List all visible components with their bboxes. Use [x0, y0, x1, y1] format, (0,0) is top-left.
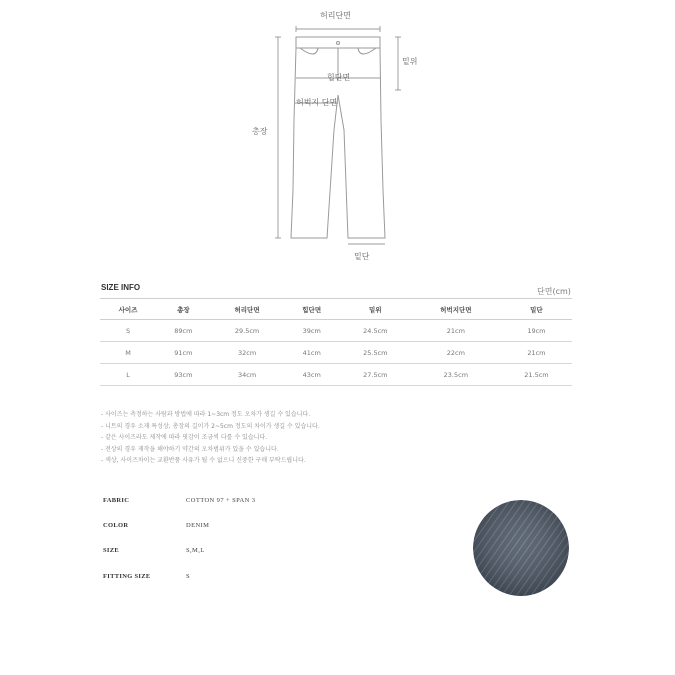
column-header: 밑위: [369, 305, 382, 314]
table-row: [100, 364, 572, 386]
table-cell: 34cm: [237, 370, 257, 379]
spec-size: [103, 547, 303, 559]
table-cell: 43cm: [302, 370, 321, 379]
column-header: 힙단면: [302, 305, 322, 314]
table-row: [100, 320, 572, 342]
table-cell: 21cm: [446, 326, 465, 335]
table-cell: 21.5cm: [524, 370, 549, 379]
table-cell: L: [126, 370, 130, 379]
spec-value: S,M,L: [186, 547, 205, 554]
size-table-header: [100, 299, 572, 320]
size-notes: [101, 409, 320, 467]
spec-color: [103, 522, 303, 534]
fabric-swatch-image: [473, 500, 569, 596]
table-cell: 22cm: [446, 348, 465, 357]
column-header: 밑단: [530, 305, 543, 314]
note-item: - 같은 사이즈라도 제작에 따라 핏감이 조금씩 다를 수 있습니다.: [101, 434, 268, 441]
table-cell: S: [126, 326, 131, 335]
table-cell: 91cm: [174, 348, 193, 357]
table-row: [100, 342, 572, 364]
rise-label: 밑위: [402, 57, 418, 66]
table-cell: 25.5cm: [363, 348, 388, 357]
spec-value: COTTON 97 + SPAN 3: [186, 497, 256, 504]
table-cell: 24.5cm: [363, 326, 388, 335]
table-cell: 93cm: [174, 370, 193, 379]
column-header: 허벅지단면: [440, 305, 472, 314]
size-table: [100, 298, 572, 386]
note-item: - 색상, 사이즈차이는 교환반품 사유가 될 수 없으니 신중한 구매 부탁드립니다.: [101, 457, 306, 464]
spec-label: COLOR: [103, 522, 129, 529]
length-label: 총장: [252, 127, 268, 136]
waist-label: 허리단면: [320, 11, 351, 20]
column-header: 사이즈: [118, 305, 138, 314]
table-cell: 39cm: [302, 326, 321, 335]
pants-measurement-diagram: [0, 0, 675, 270]
note-item: - 전상의 경우 재작을 해야하기 약간의 오차범위가 있을 수 있습니다.: [101, 445, 279, 453]
unit-label: 단면(cm): [537, 287, 571, 296]
hem-label: 밑단: [354, 252, 370, 261]
table-cell: M: [125, 348, 131, 357]
table-cell: 29.5cm: [234, 326, 260, 335]
note-item: - 니트의 경우 소재 특성상, 총장의 길이가 2~5cm 정도의 차이가 생길 수 있습니다.: [101, 422, 320, 430]
spec-fabric: [103, 497, 303, 509]
spec-label: FITTING SIZE: [103, 573, 151, 580]
table-cell: 27.5cm: [363, 370, 388, 379]
hip-label: 힙단면: [327, 73, 351, 82]
table-cell: 32cm: [237, 348, 257, 357]
table-cell: 89cm: [174, 326, 193, 335]
table-cell: 41cm: [302, 348, 321, 357]
spec-value: S: [186, 573, 191, 580]
pants-outline-drawing: [0, 0, 675, 270]
spec-fitting-size: [103, 573, 303, 585]
column-header: 허리단면: [234, 305, 260, 314]
note-item: - 사이즈는 측정하는 사람과 방법에 따라 1~3cm 정도 오차가 생길 수 있습니다.: [101, 411, 311, 418]
column-header: 총장: [177, 305, 190, 314]
table-cell: 21cm: [527, 348, 546, 357]
spec-label: SIZE: [103, 547, 120, 554]
table-cell: 23.5cm: [443, 370, 469, 379]
denim-texture: [473, 500, 569, 596]
size-info-title: SIZE INFO: [101, 283, 141, 292]
spec-label: FABRIC: [103, 497, 130, 504]
spec-value: DENIM: [186, 522, 210, 529]
table-cell: 19cm: [527, 326, 546, 335]
thigh-label: 허벅지 단면: [296, 98, 338, 107]
